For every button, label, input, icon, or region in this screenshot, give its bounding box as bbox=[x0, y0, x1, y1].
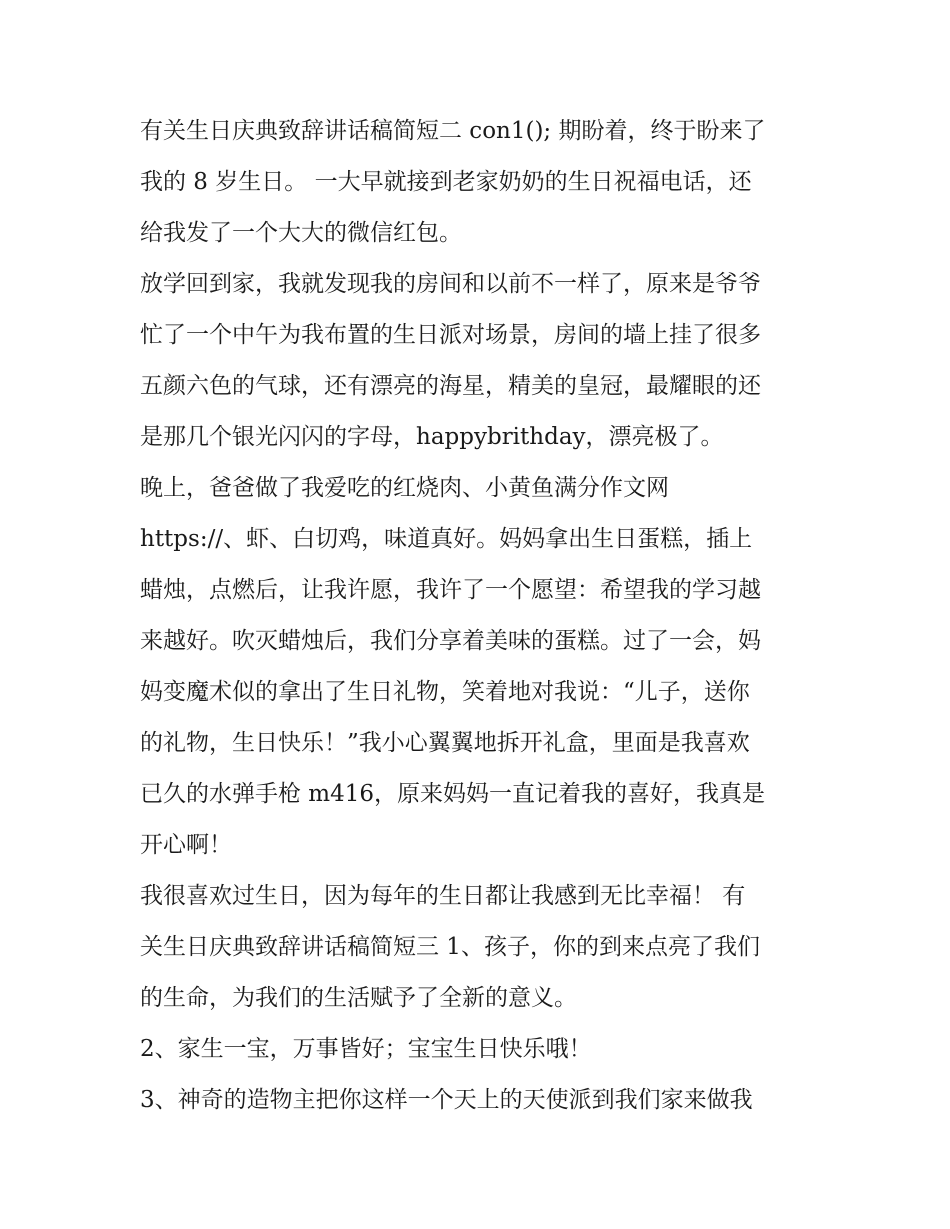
text-line: 的礼物，生日快乐！”我小心翼翼地拆开礼盒，里面是我喜欢 bbox=[140, 730, 750, 756]
text-line: 放学回到家，我就发现我的房间和以前不一样了，原来是爷爷 bbox=[140, 271, 761, 297]
document-body bbox=[140, 106, 830, 1126]
text-line: 的生命，为我们的生活赋予了全新的意义。 bbox=[140, 985, 577, 1011]
text-line: 3、神奇的造物主把你这样一个天上的天使派到我们家来做我 bbox=[140, 1087, 753, 1113]
text-line: 五颜六色的气球，还有漂亮的海星，精美的皇冠，最耀眼的还 bbox=[140, 373, 761, 399]
text-line: 关生日庆典致辞讲话稿简短三 1、孩子，你的到来点亮了我们 bbox=[140, 934, 760, 960]
text-line: 我很喜欢过生日，因为每年的生日都让我感到无比幸福！ 有 bbox=[140, 883, 746, 909]
text-line: 是那几个银光闪闪的字母，happybrithday，漂亮极了。 bbox=[140, 424, 724, 450]
text-line: 忙了一个中午为我布置的生日派对场景，房间的墙上挂了很多 bbox=[140, 322, 761, 348]
text-line: 2、家生一宝，万事皆好；宝宝生日快乐哦！ bbox=[140, 1036, 592, 1062]
text-line: 来越好。吹灭蜡烛后，我们分享着美味的蛋糕。过了一会，妈 bbox=[140, 628, 761, 654]
text-line: 晚上，爸爸做了我爱吃的红烧肉、小黄鱼满分作文网 bbox=[140, 475, 669, 501]
text-line: 开心啊！ bbox=[140, 832, 232, 858]
text-line: 妈变魔术似的拿出了生日礼物，笑着地对我说：“儿子，送你 bbox=[140, 679, 750, 705]
text-line: 蜡烛，点燃后，让我许愿，我许了一个愿望：希望我的学习越 bbox=[140, 577, 761, 603]
text-line: https://、虾、白切鸡，味道真好。妈妈拿出生日蛋糕，插上 bbox=[140, 526, 753, 552]
text-line: 已久的水弹手枪 m416，原来妈妈一直记着我的喜好，我真是 bbox=[140, 781, 766, 807]
text-line: 我的 8 岁生日。 一大早就接到老家奶奶的生日祝福电话，还 bbox=[140, 169, 752, 195]
text-line: 有关生日庆典致辞讲话稿简短二 con1(); 期盼着，终于盼来了 bbox=[140, 118, 766, 144]
text-line: 给我发了一个大大的微信红包。 bbox=[140, 220, 462, 246]
